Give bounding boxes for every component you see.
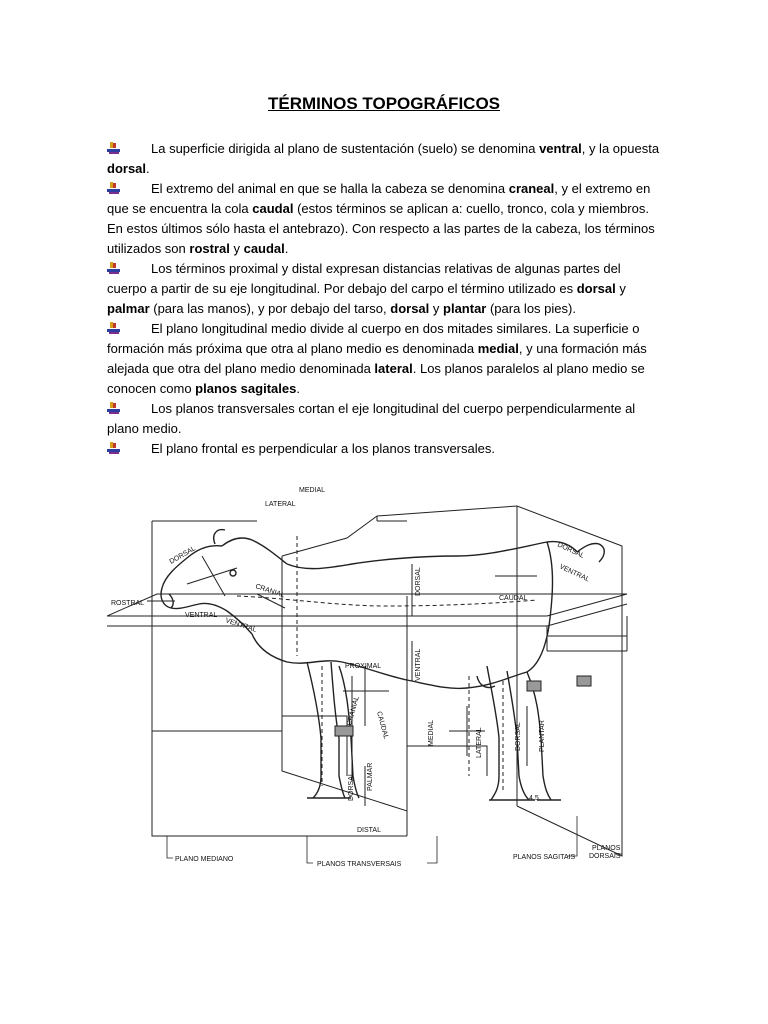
label-rostral: ROSTRAL [111,600,145,607]
page-title: TÉRMINOS TOPOGRÁFICOS [267,94,501,113]
paragraph-text: Los términos proximal y distal expresan distancias relativas de algunas partes del cuerpo a partir de su eje longitudinal. Por debajo del carpo el término utilizado es [107,261,621,296]
transverse-plane [282,516,407,836]
paragraph [107,319,663,399]
bold-term: dorsal [576,281,616,296]
paragraph-text: y [429,301,444,316]
paragraph [107,179,663,259]
paragraph-text: , y el extremo en que se encuentra la cola [107,181,651,216]
paragraph-list [107,139,663,459]
artist-signature: 4.5. [529,795,541,802]
book-bullet-icon [107,142,121,156]
label-caudal-leg: CAUDAL [375,710,390,740]
paragraph-text: . [146,161,150,176]
label-ventral-neck: VENTRAL [224,617,258,634]
bold-term: caudal [243,241,285,256]
label-distal: DISTAL [357,827,381,834]
label-medial-top: MEDIAL [299,487,326,494]
book-bullet-icon [107,322,121,336]
label-planos-dorsais-2: DORSAIS [589,853,621,860]
paragraph-text: El plano frontal es perpendicular a los planos transversales. [151,441,495,456]
label-lateral-top: LATERAL [265,501,296,508]
label-planos-sagitais: PLANOS SAGITAIS [513,854,576,861]
paragraph-text: y [229,241,244,256]
label-ventral-tail: VENTRAL [558,563,591,584]
label-ventral-head: VENTRAL [185,612,218,619]
paragraph-text: (para las manos), y por debajo del tarso, [149,301,391,316]
hatched-markers [335,676,591,736]
paragraph-text: , y la opuesta [581,141,660,156]
label-lateral-hind: LATERAL [476,727,483,758]
paragraph [107,259,663,319]
bold-term: palmar [107,301,150,316]
label-plantar: PLANTAR [539,720,546,752]
label-dorsal-hind: DORSAL [515,722,522,751]
label-cranial: CRANIAL [254,583,286,600]
bold-term: craneal [508,181,555,196]
label-caudal-body: CAUDAL [499,595,528,602]
cow-outline [161,530,604,800]
bold-term: ventral [539,141,582,156]
label-dorsal-body: DORSAL [415,567,422,596]
bold-term: dorsal [107,161,147,176]
book-bullet-icon [107,442,121,456]
label-palmar: PALMAR [367,762,374,791]
paragraph-text: . Los planos paralelos al plano medio se conocen como [107,361,645,396]
book-bullet-icon [107,402,121,416]
label-planos-dorsais-1: PLANOS [592,845,621,852]
cow-topography-diagram [107,476,647,871]
paragraph-text: (para los pies). [486,301,576,316]
bold-term: plantar [443,301,487,316]
book-bullet-icon [107,182,121,196]
label-plano-mediano: PLANO MEDIANO [175,856,234,863]
label-cranial-leg: CRANIAL [346,695,361,727]
label-dorsal-tail: DORSAL [556,541,586,560]
paragraph-text: . [284,241,289,256]
bold-term: medial [477,341,519,356]
paragraph-text: Los planos transversales cortan el eje longitudinal del cuerpo perpendicularmente al plano medio. [107,401,636,436]
bold-term: planos sagitales [195,381,297,396]
label-dorsal-head: DORSAL [168,545,197,566]
paragraph-text: . [296,381,300,396]
bold-term: rostral [189,241,230,256]
paragraph [107,399,663,439]
bold-term: dorsal [390,301,430,316]
book-bullet-icon [107,262,121,276]
label-ventral-body: VENTRAL [415,648,422,681]
paragraph-text: (estos términos se aplican a: cuello, tronco, cola y miembros. En estos últimos sólo hasta el antebrazo). Con respecto a las partes de la cabeza, los términos utilizados son [107,201,655,256]
paragraph-text: , y una formación más alejada que otra del plano medio denominada [107,341,647,376]
label-planos-transversais: PLANOS TRANSVERSAIS [317,861,402,868]
paragraph [107,139,663,179]
paragraph-text: El extremo del animal en que se halla la cabeza se denomina [151,181,509,196]
paragraph [107,439,663,459]
label-proximal: PROXIMAL [345,663,382,670]
paragraph-text: La superficie dirigida al plano de sustentación (suelo) se denomina [151,141,540,156]
label-dorsal-fore: DORSAL [348,772,355,801]
bold-term: caudal [252,201,294,216]
label-medial-hind: MEDIAL [428,719,435,746]
bold-term: lateral [374,361,413,376]
paragraph-text: El plano longitudinal medio divide al cuerpo en dos mitades similares. La superficie o formación más próxima que otra al plano medio es denominada [107,321,640,356]
paragraph-text: y [615,281,626,296]
